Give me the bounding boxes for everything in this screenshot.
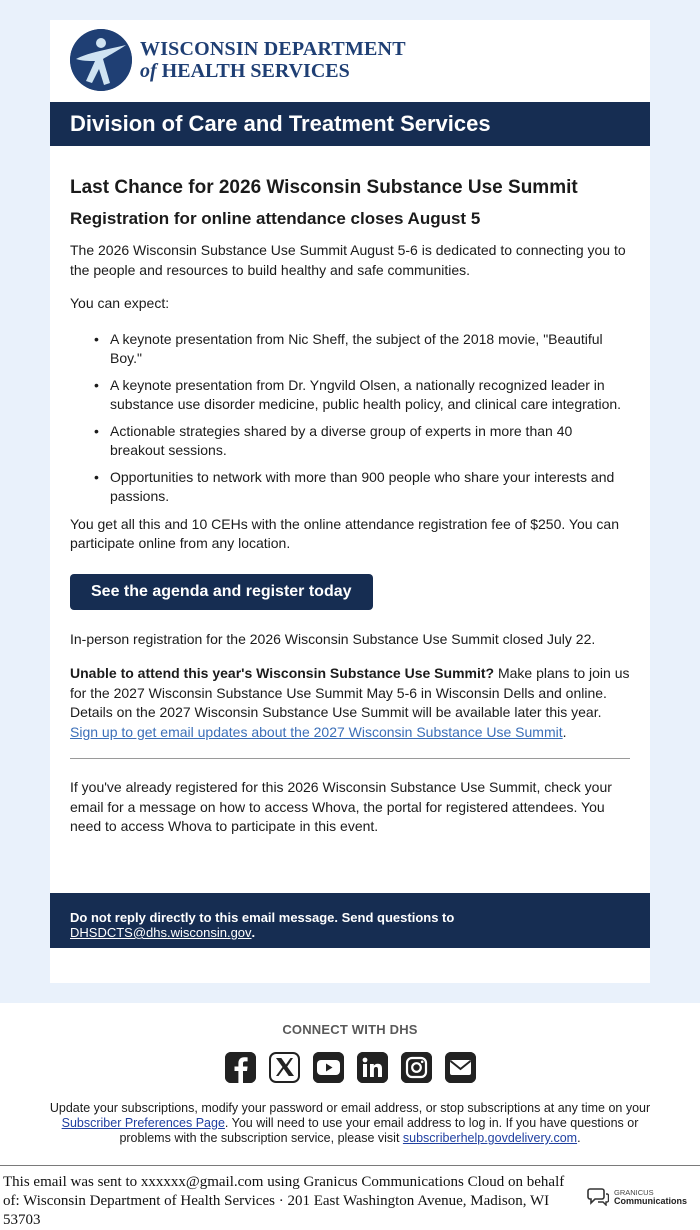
expect-lead: You can expect: [70,295,170,311]
facebook-icon[interactable] [225,1052,256,1083]
reply-notice-period: . [251,925,256,940]
granicus-chat-icon [587,1188,609,1206]
list-item: • Actionable strategies shared by a diverse group of experts in more than 40 breakout sessions. [110,422,630,461]
x-icon[interactable] [269,1052,300,1083]
granicus-product: Communications [614,1196,688,1206]
subscription-text-1: Update your subscriptions, modify your password or email address, or stop subscriptions at any time on your [49,1101,651,1115]
subscriber-preferences-link[interactable]: Subscriber Preferences Page [61,1116,225,1130]
reply-notice-bar [50,893,650,948]
dhs-logo[interactable] [70,28,406,92]
email-icon[interactable] [445,1052,476,1083]
granicus-logo[interactable] [587,1188,687,1206]
org-name-line2 [140,60,406,82]
register-button[interactable]: See the agenda and register today [70,574,373,610]
unable-paragraph [70,664,630,742]
footer-divider [0,1165,700,1166]
org-name-line1: WISCONSIN DEPARTMENT [140,38,406,60]
granicus-text [614,1188,687,1206]
signup-link[interactable]: Sign up to get email updates about the 2027 Wisconsin Substance Use Summit [70,723,563,740]
subscription-notice [40,1101,660,1146]
org-name-prefix: of [140,60,157,82]
youtube-icon[interactable] [313,1052,344,1083]
email-card [50,20,650,983]
linkedin-icon[interactable] [357,1052,388,1083]
list-item: • A keynote presentation from Dr. Yngvild Olsen, a nationally recognized leader in substance use disorder medicine, public health policy, and clinical care integration. [110,376,630,415]
whova-paragraph: If you've already registered for this 2026 Wisconsin Substance Use Summit, check your email for a message on how to access Whova, the portal for registered attendees. You need to access Whova to participate in this event. [70,779,612,834]
granicus-name: GRANICUS [614,1188,654,1197]
article-title: Last Chance for 2026 Wisconsin Substance Use Summit [70,177,578,198]
inperson-paragraph: In-person registration for the 2026 Wisconsin Substance Use Summit closed July 22. [70,630,596,647]
expect-list [70,330,630,507]
subscriber-help-link[interactable]: subscriberhelp.govdelivery.com [402,1131,578,1145]
social-icons [0,1052,700,1083]
subscription-text-2: . You will need to use your email address to log in. If you have questions or problems with the subscription service, please visit [119,1116,639,1145]
dhs-logo-text [140,38,406,82]
list-item: • A keynote presentation from Nic Sheff, the subject of the 2018 movie, "Beautiful Boy." [110,330,630,369]
content-divider [70,758,630,759]
sent-notice: This email was sent to xxxxxx@gmail.com using Granicus Communications Cloud on behalf of: Wisconsin Department of Health Services · 201 East Washington Avenue, Madison, WI 53703 [3,1174,565,1228]
instagram-icon[interactable] [401,1052,432,1083]
fee-paragraph: You get all this and 10 CEHs with the online attendance registration fee of $250. You can participate online from any location. [70,515,619,551]
list-item: • Opportunities to network with more than 900 people who share your interests and passions. [110,468,630,507]
intro-paragraph: The 2026 Wisconsin Substance Use Summit August 5-6 is dedicated to connecting you to the people and resources to build healthy and safe communities. [70,242,626,278]
article-subtitle: Registration for online attendance closes August 5 [70,209,481,228]
dhs-figure-icon [70,29,132,91]
contact-email-link[interactable]: DHSDCTS@dhs.wisconsin.gov [70,925,252,940]
unable-heading: Unable to attend this year's Wisconsin Substance Use Summit? [70,665,495,681]
reply-notice-text: Do not reply directly to this email message. Send questions to [70,910,455,925]
signup-period: . [562,723,567,740]
subscription-text-3: . [577,1131,581,1145]
division-banner: Division of Care and Treatment Services [50,102,650,146]
unable-text: Make plans to join us for the 2027 Wisconsin Substance Use Summit May 5-6 in Wisconsin Dells and online. Details on the 2027 Wisconsin Substance Use Summit will be available later this year. [70,665,630,720]
org-name-suffix: HEALTH SERVICES [161,60,350,82]
article-body [70,176,630,837]
connect-heading: CONNECT WITH DHS [282,1022,418,1037]
